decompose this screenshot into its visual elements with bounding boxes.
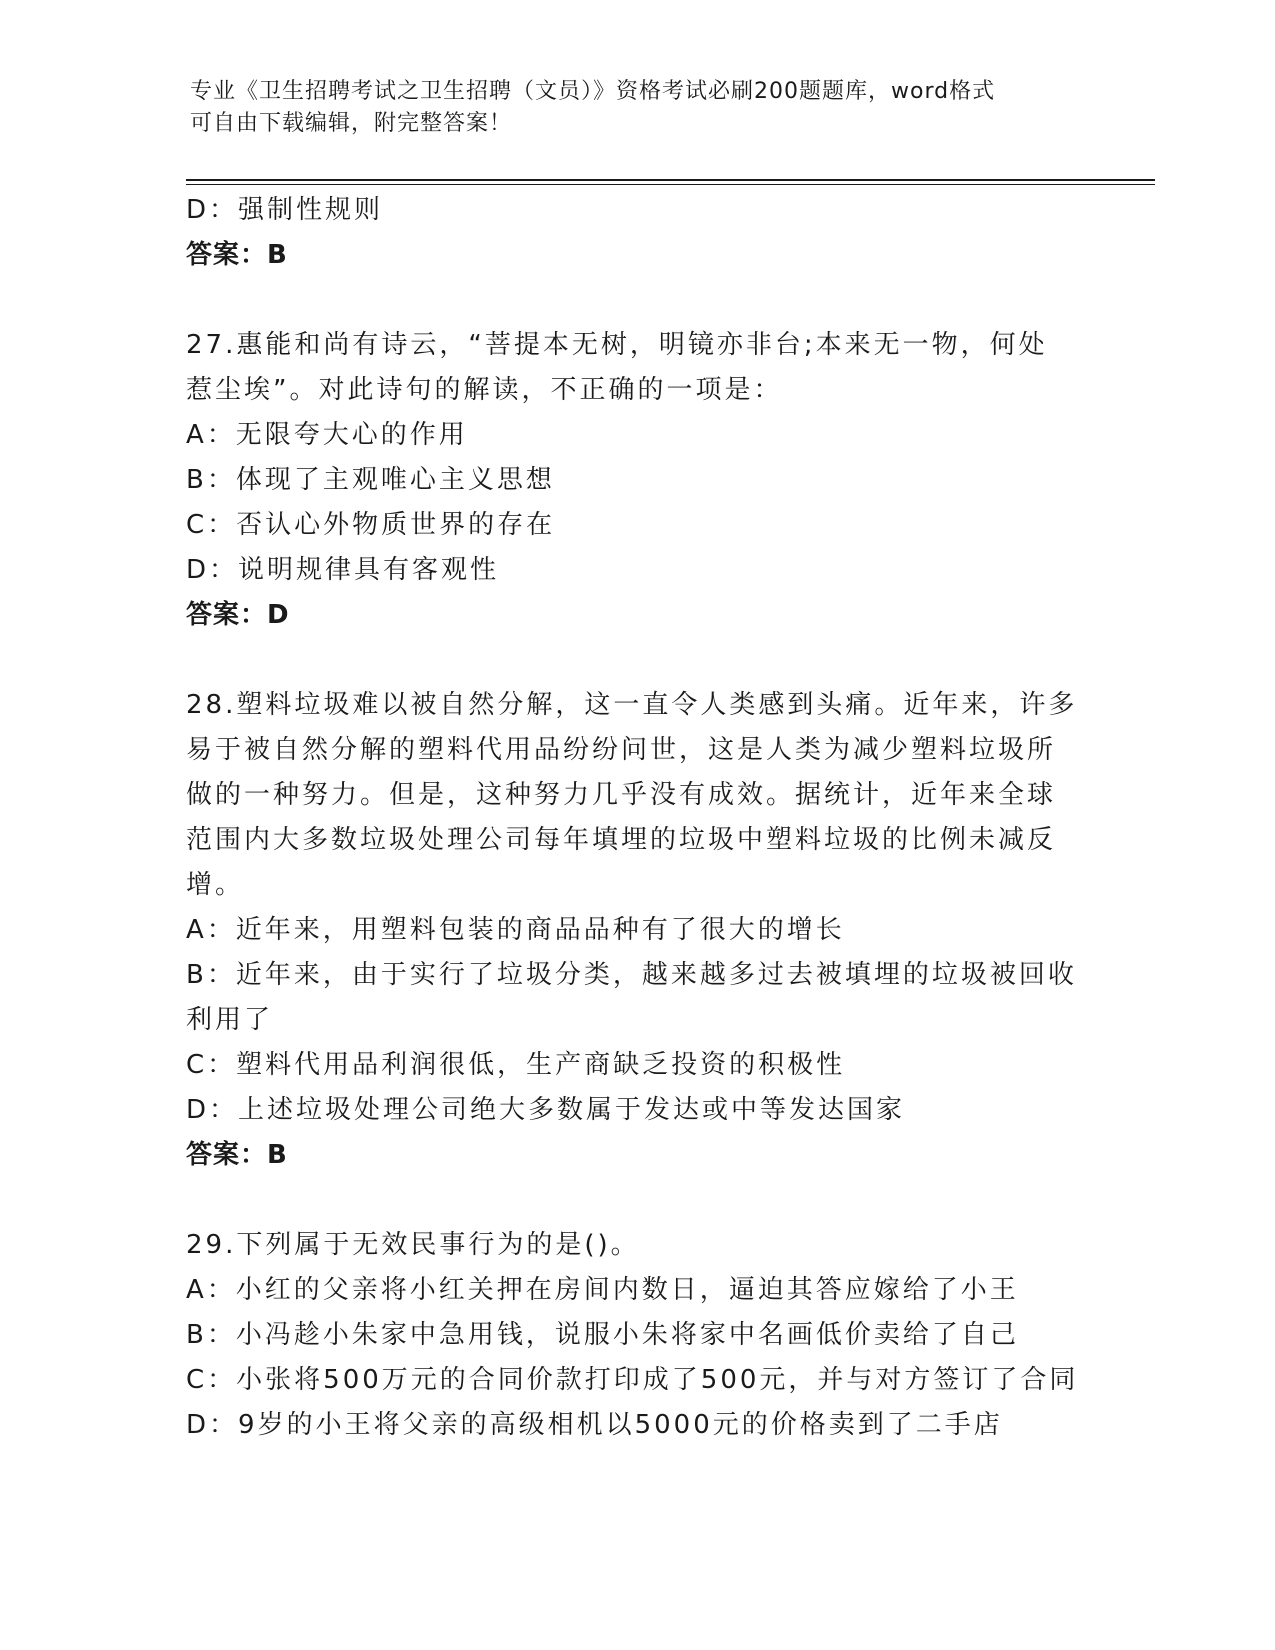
q29-option-a: A：小红的父亲将小红关押在房间内数日，逼迫其答应嫁给了小王 <box>186 1275 1019 1305</box>
q28-option-b-line-1: B：近年来，由于实行了垃圾分类，越来越多过去被填埋的垃圾被回收 <box>186 960 1077 990</box>
q28-option-a: A：近年来，用塑料包装的商品品种有了很大的增长 <box>186 915 845 945</box>
q27-option-b: B：体现了主观唯心主义思想 <box>186 465 555 495</box>
question-content <box>186 188 1086 1448</box>
q28-stem-line-3: 做的一种努力。但是，这种努力几乎没有成效。据统计，近年来全球 <box>186 780 1057 810</box>
q27-option-d: D：说明规律具有客观性 <box>186 555 500 585</box>
q29-option-c: C：小张将500万元的合同价款打印成了500元，并与对方签订了合同 <box>186 1365 1079 1395</box>
header-rule-thin <box>186 184 1155 185</box>
q28-option-d: D：上述垃圾处理公司绝大多数属于发达或中等发达国家 <box>186 1095 906 1125</box>
q28-answer: 答案：B <box>186 1140 288 1170</box>
q28-option-b-line-2: 利用了 <box>186 1005 274 1035</box>
q27-stem-line-2: 惹尘埃”。对此诗句的解读，不正确的一项是： <box>186 375 783 405</box>
q28-stem-line-1: 28.塑料垃圾难以被自然分解，这一直令人类感到头痛。近年来，许多 <box>186 690 1078 720</box>
header-rule-thick <box>186 179 1155 181</box>
q27-stem-line-1: 27.惠能和尚有诗云，“菩提本无树，明镜亦非台;本来无一物，何处 <box>186 330 1048 360</box>
q29-stem-line-1: 29.下列属于无效民事行为的是()。 <box>186 1230 640 1260</box>
q27-option-c: C：否认心外物质世界的存在 <box>186 510 556 540</box>
q26-option-d: D：强制性规则 <box>186 195 384 225</box>
q29-option-d: D：9岁的小王将父亲的高级相机以5000元的价格卖到了二手店 <box>186 1410 1003 1440</box>
spacer <box>186 1178 1086 1223</box>
header-line-1: 专业《卫生招聘考试之卫生招聘（文员）》资格考试必刷200题题库，word格式 <box>190 79 996 104</box>
q28-option-c: C：塑料代用品利润很低，生产商缺乏投资的积极性 <box>186 1050 846 1080</box>
q28-stem-line-4: 范围内大多数垃圾处理公司每年填埋的垃圾中塑料垃圾的比例未减反 <box>186 825 1057 855</box>
q28-stem-line-2: 易于被自然分解的塑料代用品纷纷问世，这是人类为减少塑料垃圾所 <box>186 735 1057 765</box>
spacer <box>186 278 1086 323</box>
q29-option-b: B：小冯趁小朱家中急用钱，说服小朱将家中名画低价卖给了自己 <box>186 1320 1019 1350</box>
q27-option-a: A：无限夸大心的作用 <box>186 420 468 450</box>
spacer <box>186 638 1086 683</box>
q27-answer: 答案：D <box>186 600 290 630</box>
document-header <box>190 76 1070 140</box>
header-line-2: 可自由下载编辑，附完整答案！ <box>190 111 513 136</box>
q28-stem-line-5: 增。 <box>186 870 245 900</box>
q26-answer: 答案：B <box>186 240 288 270</box>
